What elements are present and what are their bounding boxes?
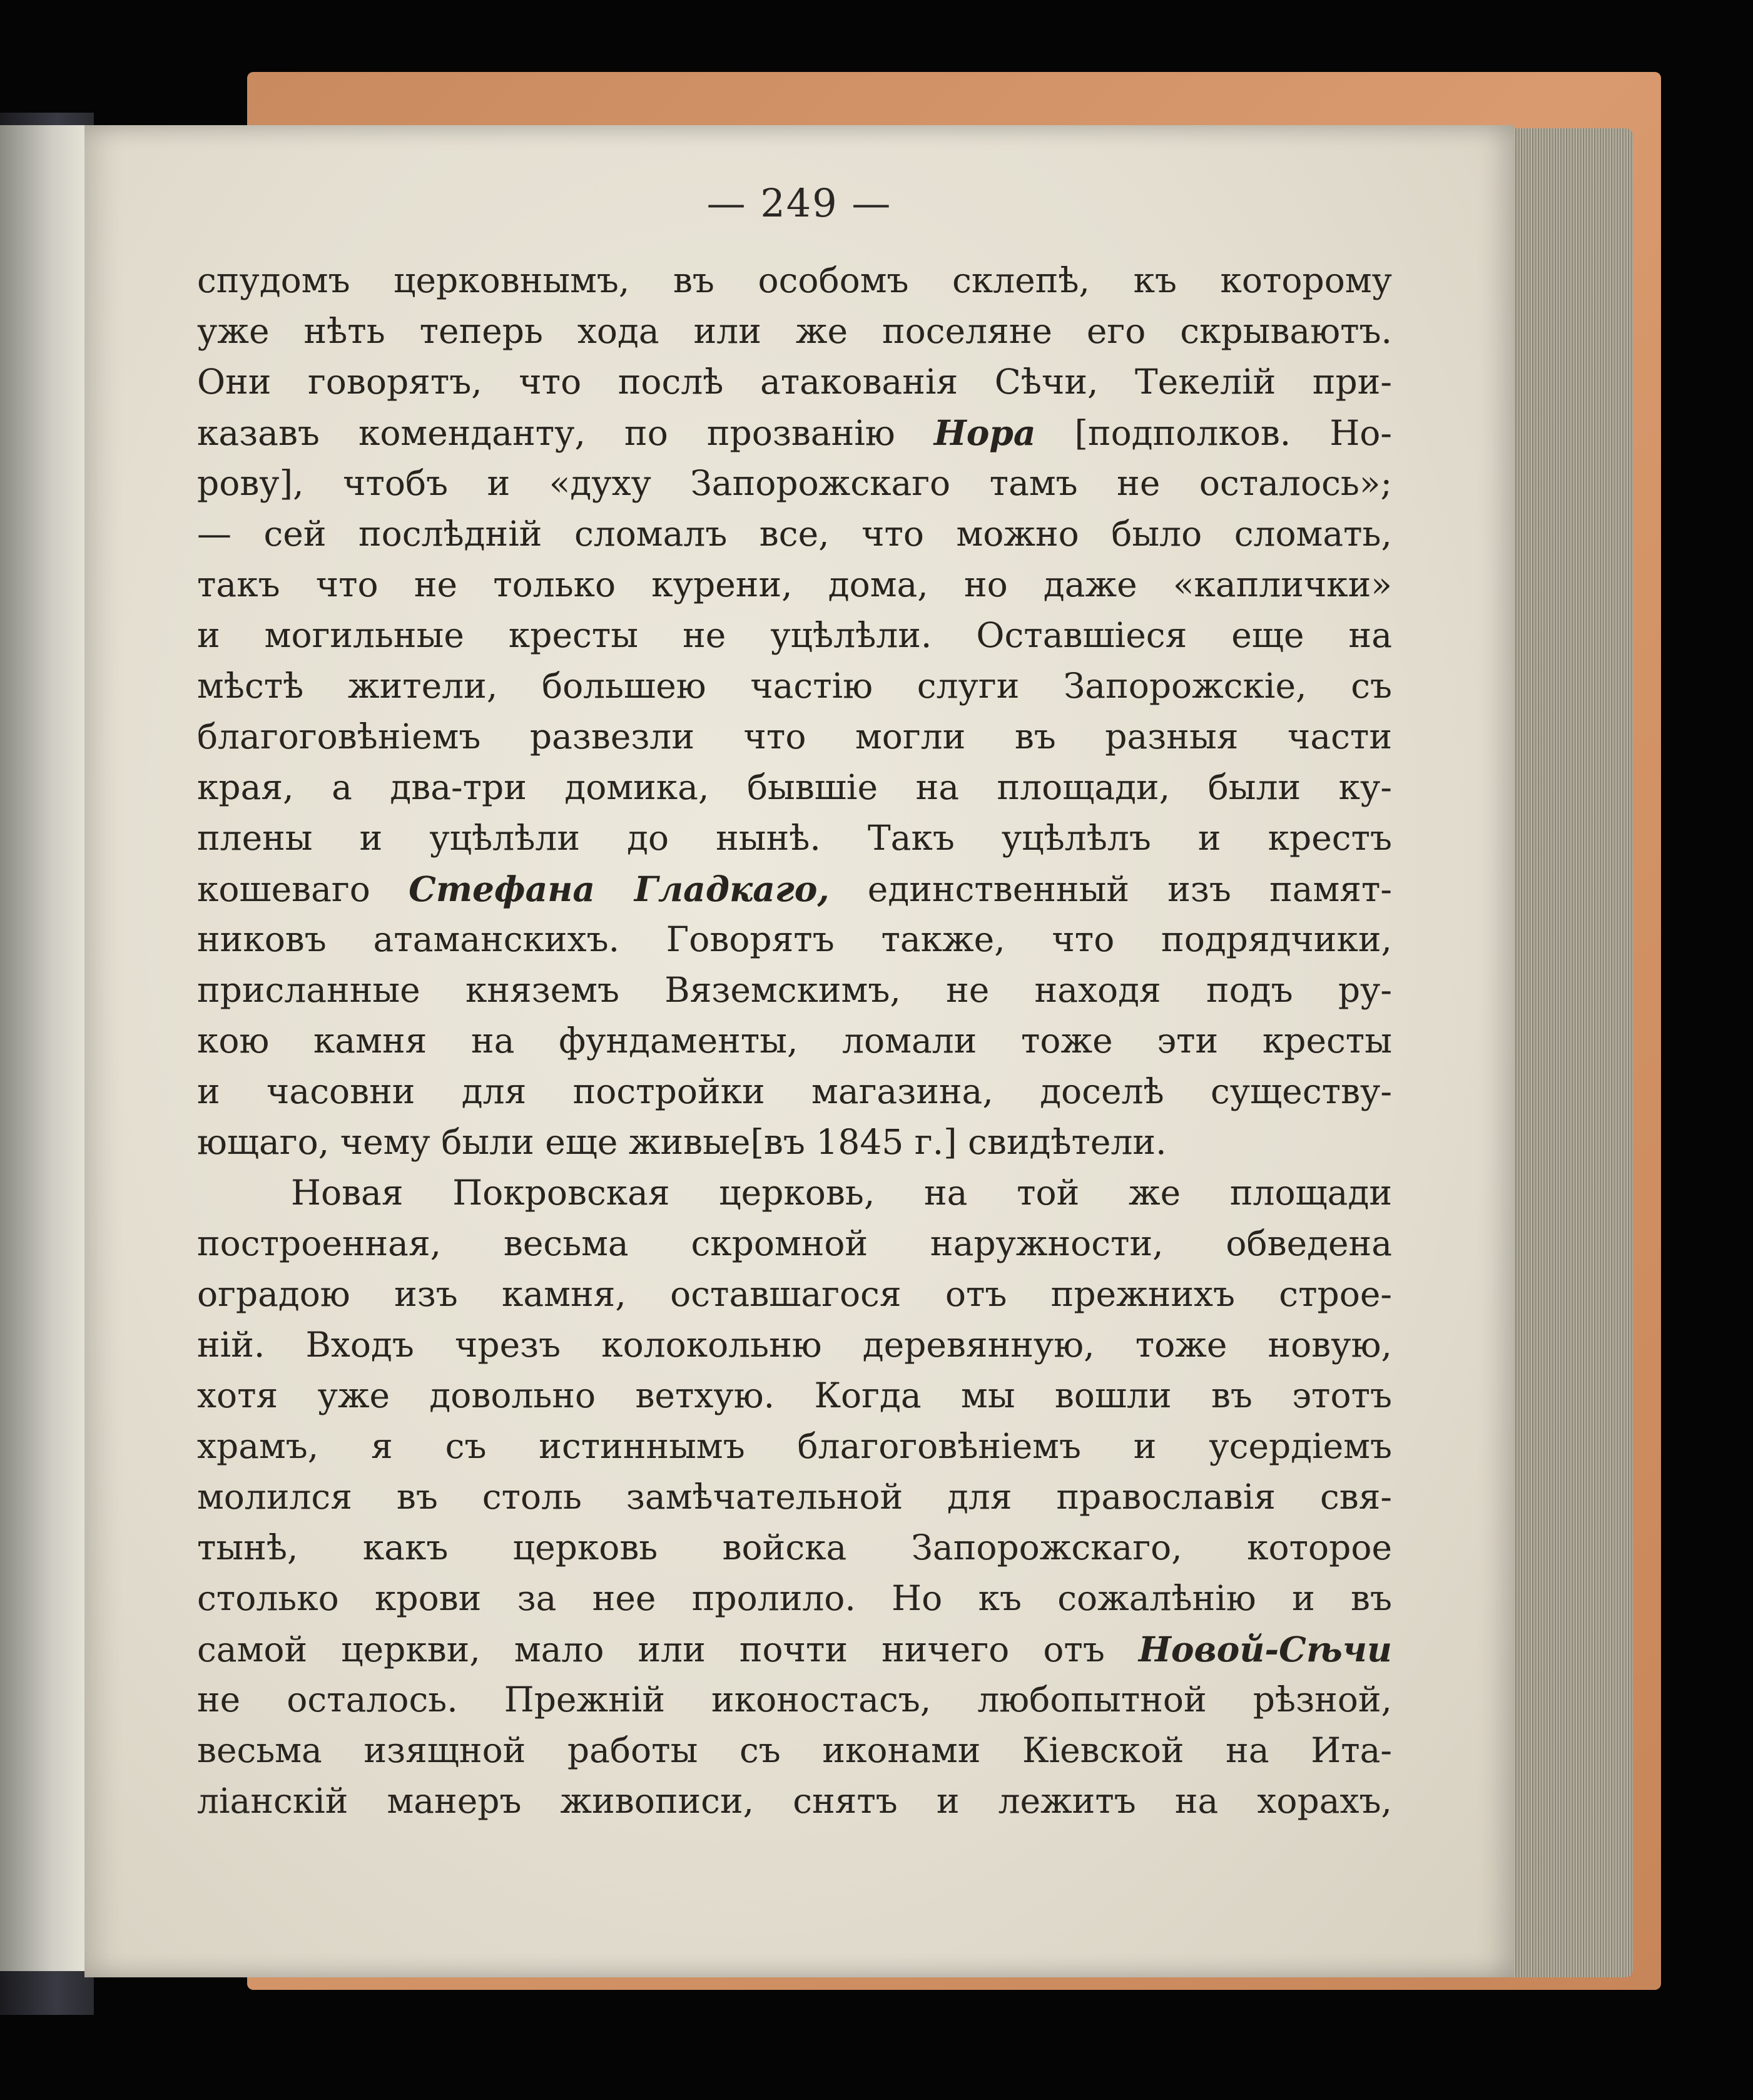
text-line <box>197 864 1392 914</box>
text-line <box>197 711 1392 762</box>
text-line <box>197 661 1392 711</box>
page-edges <box>1498 128 1633 1977</box>
text-run: построенная, весьма скромной наружности, обведена <box>197 1223 1392 1263</box>
text-run: рову], чтобъ и «духу Запорожскаго тамъ не осталось»; <box>197 463 1392 503</box>
text-line <box>197 1573 1392 1624</box>
text-line <box>197 1269 1392 1320</box>
text-run: молился въ столь замѣчательной для православія свя- <box>197 1477 1392 1517</box>
text-line <box>197 458 1392 509</box>
text-run: уже нѣть теперь хода или же поселяне его скрываютъ. <box>197 311 1392 351</box>
text-line <box>197 1776 1392 1827</box>
text-run: единственный изъ памят- <box>829 869 1393 909</box>
text-run: самой церкви, мало или почти ничего отъ <box>197 1629 1139 1669</box>
text-run: спудомъ церковнымъ, въ особомъ склепѣ, къ которому <box>197 260 1392 300</box>
text-line <box>197 407 1392 458</box>
text-line <box>197 357 1392 407</box>
text-run: — сей послѣдній сломалъ все, что можно было сломать, <box>197 514 1392 554</box>
text-line <box>197 1066 1392 1117</box>
text-run: храмъ, я съ истиннымъ благоговѣніемъ и усердіемъ <box>197 1426 1392 1466</box>
text-line <box>197 509 1392 559</box>
text-run: и могильные кресты не уцѣлѣли. Оставшіеся еще на <box>197 615 1392 655</box>
text-line <box>197 813 1392 864</box>
text-run: весьма изящной работы съ иконами Кіевской на Ита- <box>197 1730 1392 1770</box>
text-line <box>197 1370 1392 1421</box>
text-run: Новая Покровская церковь, на той же площади <box>291 1173 1392 1213</box>
text-run: [подполков. Но- <box>1035 413 1392 453</box>
text-line <box>197 1624 1392 1674</box>
page-number: — 249 — <box>706 180 892 226</box>
text-run: оградою изъ камня, оставшагося отъ прежнихъ строе- <box>197 1274 1392 1314</box>
text-line <box>197 1016 1392 1066</box>
text-run: ній. Входъ чрезъ колокольню деревянную, тоже новую, <box>197 1325 1392 1365</box>
text-run: никовъ атаманскихъ. Говорятъ также, что подрядчики, <box>197 919 1392 959</box>
text-run: не осталось. Прежній иконостасъ, любопытной рѣзной, <box>197 1679 1392 1720</box>
emphasized-name: Стефана Гладкаго, <box>409 869 830 909</box>
text-line <box>197 1725 1392 1776</box>
text-line <box>197 1320 1392 1370</box>
text-line <box>197 1117 1392 1168</box>
emphasized-name: Нора <box>933 412 1036 453</box>
text-run: края, а два-три домика, бывшіе на площади, были ку- <box>197 767 1392 807</box>
left-page-edge <box>0 125 88 1971</box>
text-run: тынѣ, какъ церковь войска Запорожскаго, которое <box>197 1527 1392 1567</box>
text-line <box>197 610 1392 661</box>
text-line <box>197 1472 1392 1522</box>
text-line <box>197 306 1392 357</box>
text-line <box>197 1218 1392 1269</box>
text-run: мѣстѣ жители, большею частію слуги Запорожскіе, съ <box>197 666 1392 706</box>
emphasized-name: Новой-Сѣчи <box>1138 1629 1392 1669</box>
text-run: такъ что не только курени, дома, но даже «каплички» <box>197 564 1392 604</box>
text-run: ліанскій манеръ живописи, снятъ и лежитъ на хорахъ, <box>197 1781 1392 1821</box>
text-line <box>197 559 1392 610</box>
text-run: плены и уцѣлѣли до нынѣ. Такъ уцѣлѣлъ и крестъ <box>197 818 1392 858</box>
text-line <box>197 1421 1392 1472</box>
text-run: кошеваго <box>197 869 409 909</box>
text-line <box>197 1522 1392 1573</box>
text-run: присланные княземъ Вяземскимъ, не находя подъ ру- <box>197 970 1392 1010</box>
text-line <box>197 255 1392 306</box>
text-line <box>197 1168 1392 1218</box>
text-line <box>197 914 1392 965</box>
text-line <box>197 965 1392 1016</box>
text-run: кою камня на фундаменты, ломали тоже эти кресты <box>197 1021 1392 1061</box>
text-line <box>197 762 1392 813</box>
book-page <box>84 125 1514 1977</box>
text-run: благоговѣніемъ развезли что могли въ разныя части <box>197 716 1392 757</box>
text-run: казавъ коменданту, по прозванію <box>197 413 934 453</box>
text-run: ющаго, чему были еще живые[въ 1845 г.] свидѣтели. <box>197 1122 1167 1162</box>
text-run: столько крови за нее пролило. Но къ сожалѣнію и въ <box>197 1578 1392 1618</box>
text-run: хотя уже довольно ветхую. Когда мы вошли въ этотъ <box>197 1375 1392 1415</box>
page-text <box>197 255 1392 1827</box>
text-run: Они говорятъ, что послѣ атакованія Сѣчи, Текелій при- <box>197 362 1392 402</box>
text-run: и часовни для постройки магазина, доселѣ существу- <box>197 1071 1392 1111</box>
text-line <box>197 1674 1392 1725</box>
